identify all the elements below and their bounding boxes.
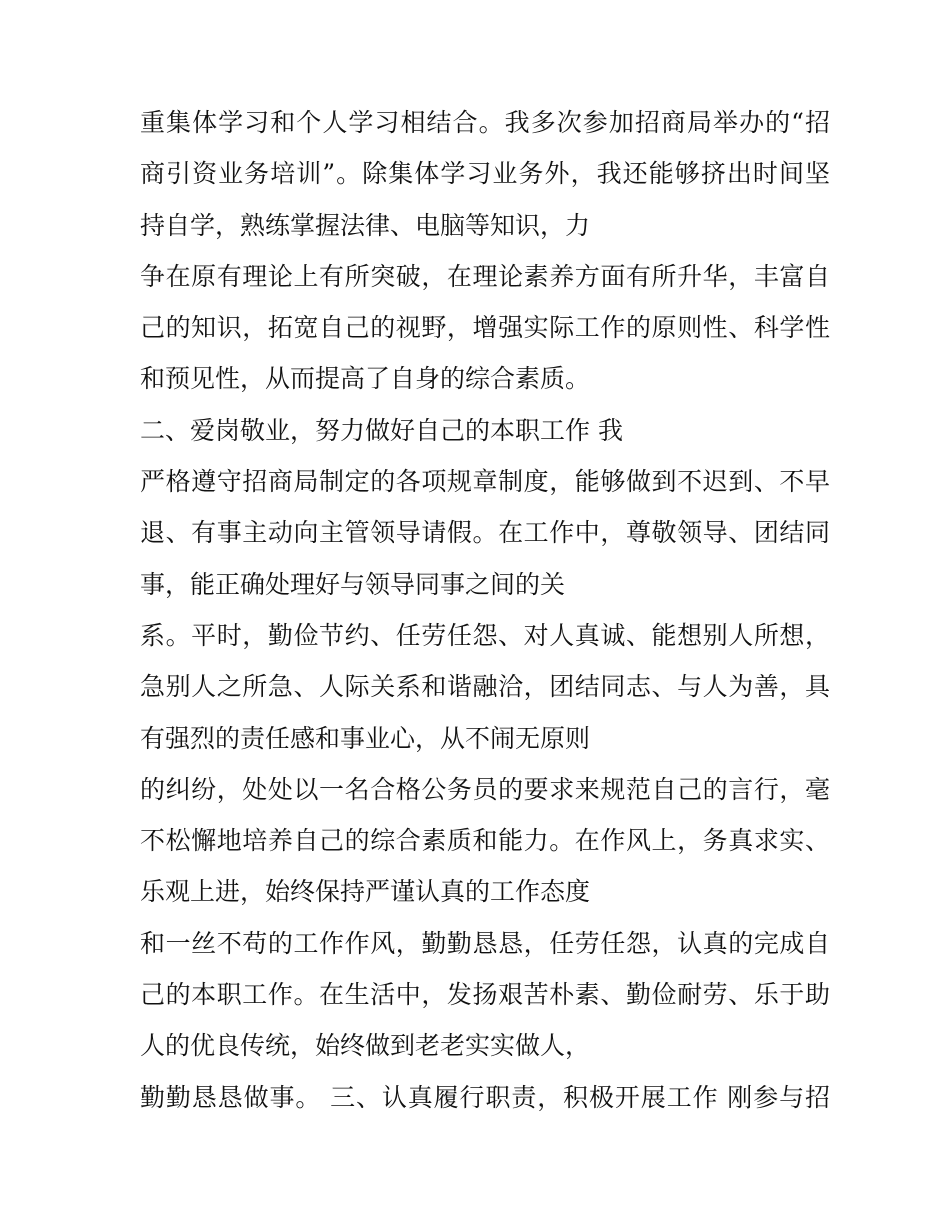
text-line: 有强烈的责任感和事业心，从不闹无原则: [140, 723, 591, 753]
text-line: 重集体学习和个人学习相结合。我多次参加招商局举办的“招: [140, 108, 830, 137]
text-line: 严格遵守招商局制定的各项规章制度，能够做到不迟到、不早: [140, 467, 830, 497]
text-line: 的纠纷，处处以一名合格公务员的要求来规范自己的言行，毫: [140, 774, 830, 804]
text-line: 商引资业务培训”。除集体学习业务外，我还能够挤出时间坚: [140, 159, 830, 189]
text-line: 己的知识，拓宽自己的视野，增强实际工作的原则性、科学性: [140, 313, 830, 343]
text-line: 己的本职工作。在生活中，发扬艰苦朴素、勤俭耐劳、乐于助: [140, 980, 830, 1010]
text-line: 退、有事主动向主管领导请假。在工作中，尊敬领导、团结同: [140, 518, 830, 548]
text-line: 和一丝不苟的工作作风，勤勤恳恳，任劳任怨，认真的完成自: [140, 928, 830, 958]
text-line: 乐观上进，始终保持严谨认真的工作态度: [140, 877, 591, 907]
text-line: 系。平时，勤俭节约、任劳任怨、对人真诚、能想别人所想，: [140, 620, 830, 650]
body-text: [140, 108, 830, 1134]
text-line: 勤勤恳恳做事。 三、认真履行职责，积极开展工作 刚参与招: [140, 1082, 830, 1112]
text-line: 和预见性，从而提高了自身的综合素质。: [140, 364, 591, 394]
text-line: 事，能正确处理好与领导同事之间的关: [140, 569, 566, 599]
text-line: 不松懈地培养自己的综合素质和能力。在作风上，务真求实、: [140, 826, 830, 856]
text-line: 争在原有理论上有所突破，在理论素养方面有所升华，丰富自: [140, 261, 830, 291]
text-line: 人的优良传统，始终做到老老实实做人，: [140, 1031, 591, 1061]
text-line: 急别人之所急、人际关系和谐融洽，团结同志、与人为善，具: [140, 672, 830, 702]
section-heading: 二、爱岗敬业，努力做好自己的本职工作 我: [140, 415, 623, 445]
text-line: 持自学，熟练掌握法律、电脑等知识，力: [140, 210, 591, 240]
